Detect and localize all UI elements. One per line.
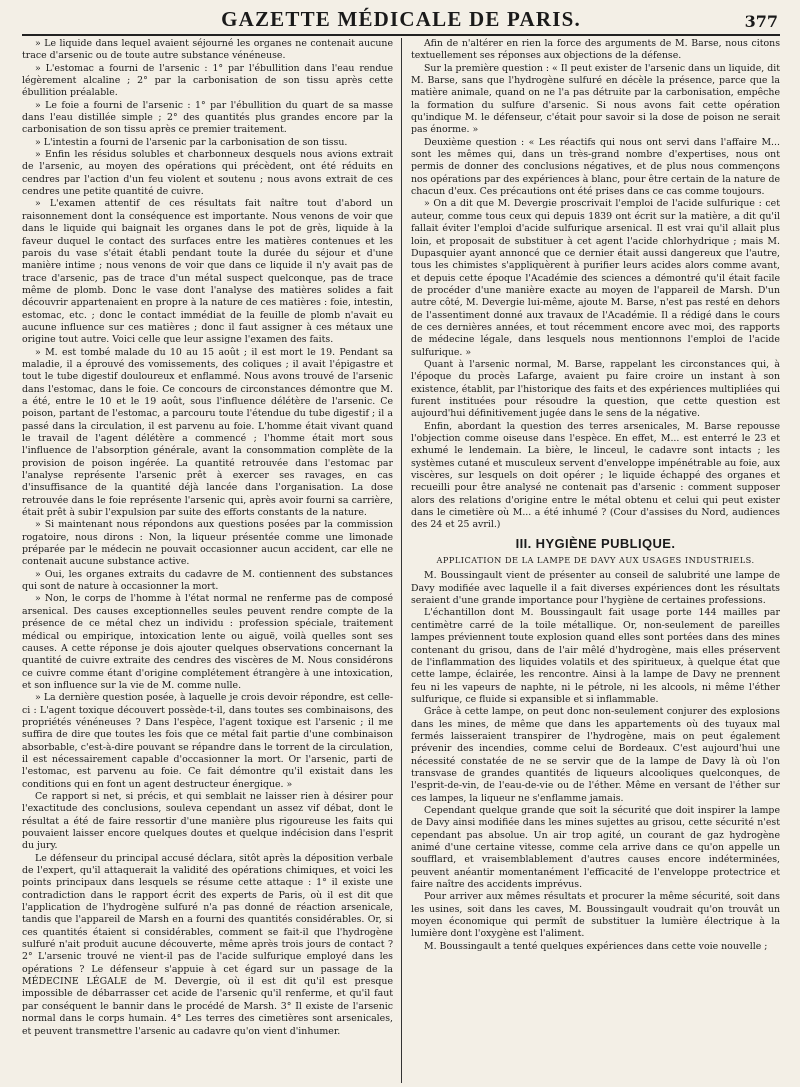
section-title: III. HYGIÈNE PUBLIQUE. [515,535,676,551]
paragraph: » L'examen attentif de ces résultats fait naître tout d'abord un raisonnement dont la conséquence est importante. Nous venons de voir que dans le liquide qui baignait les organes dans le pot de grès, liquide à la faveur duquel le contact des surfaces entre les matières contenues et les parois du vase s'était établi pendant toute la durée du séjour et d'une manière intime ; nous venons de voir que dans ce liquide il n'y avait pas de trace d'arsenic, pas de trace d'un métal suspect quelconque, pas de trace même de plomb. Donc le vase dont l'analyse des matières solides a fait découvrir appartenaient en propre à la nature de ces matières : foie, intestin, estomac, etc. ; donc le contact immédiat de la feuille de plomb n'avait eu aucune influence sur ces matières ; donc il faut assigner à ces métaux une origine tout autre. Voici celle que leur assigne l'examen des faits. [22,198,393,346]
paragraph: Pour arriver aux mêmes résultats et procurer la même sécurité, soit dans les usines, soit dans les caves, M. Boussingault voudrait qu'on trouvât un moyen économique qui permît de substituer la lumière électrique à la lumière dont l'oxygène est l'aliment. [411,891,780,940]
paragraph: Quant à l'arsenic normal, M. Barse, rappelant les circonstances qui, à l'époque du procès Lafarge, avaient pu faire croire un instant à son existence, établit, par l'historique des faits et des expériences multipliées qui furent instituées pour résoudre la question, que cette question est aujourd'hui définitivement jugée dans le sens de la négative. [411,358,780,420]
paragraph: Cependant quelque grande que soit la sécurité que doit inspirer la lampe de Davy ainsi modifiée dans les mines sujettes au grisou, cette sécurité n'est cependant pas absolue. Un air trop agité, un courant de gaz hydrogène animé d'une certaine vitesse, comme cela arrive dans ce qu'on appelle un soufflard, et vraisemblablement d'autres causes encore indéterminées, peuvent anéantir momentanément l'efficacité de l'enveloppe protectrice et faire naître des accidents imprévus. [411,804,780,891]
paragraph: » On a dit que M. Devergie proscrivait l'emploi de l'acide sulfurique : cet auteur, comme tous ceux qui depuis 1839 ont écrit sur la matière, a dit qu'il fallait éviter l'emploi d'acide sulfurique arsenical. Il est vrai qu'il allait plus loin, et proposait de substituer à cet agent l'acide chlorhydrique ; mais M. Dupasquier ayant annoncé que ce dernier était aussi dangereux que l'autre, tous les chimistes s'appliquèrent à purifier leurs acides alors comme avant, et depuis cette époque l'Académie des sciences a démontré qu'il était facile de procéder d'une manière exacte au moyen de l'appareil de Marsh. D'un autre côté, M. Devergie lui-même, ajoute M. Barse, n'est pas resté en dehors de l'assentiment donné aux travaux de l'Académie. Il a rédigé dans le cours de ces dernières années, et tout récemment encore avec moi, des rapports de médecine légale, dans lesquels nous mentionnons l'emploi de l'acide sulfurique. » [411,198,780,358]
page-header [22,6,780,36]
paragraph: » L'intestin a fourni de l'arsenic par la carbonisation de son tissu. [35,136,348,148]
paragraph: » Si maintenant nous répondons aux questions posées par la commission rogatoire, nous dirons : Non, la liqueur présentée comme une limonade préparée par le médecin ne pouvait occasionner aucun accident, car elle ne contenait aucune substance active. [22,519,393,568]
paragraph: » Oui, les organes extraits du cadavre de M. contiennent des substances qui sont de nature à occasionner la mort. [22,568,393,593]
page-number: 377 [744,12,778,31]
journal-title: GAZETTE MÉDICALE DE PARIS. [221,7,581,31]
right-column-upper [411,38,780,532]
paragraph: » La dernière question posée, à laquelle je crois devoir répondre, est celle-ci : L'agent toxique découvert possède-t-il, dans toutes ses combinaisons, des propriétés vénéneuses ? Dans l'espèce, l'agent toxique est l'arsenic ; il me suffira de dire que toutes les fois que ce métal fait partie d'une combinaison absorbable, c'est-à-dire pouvant se répandre dans le torrent de la circulation, il est nécessairement capable d'occasionner la mort. Or l'arsenic, parti de l'estomac, est parvenu au foie. Ce fait démontre qu'il existait dans les conditions qui en font un agent destructeur énergique. » [22,692,393,790]
paragraph: » Le foie a fourni de l'arsenic : 1° par l'ébullition du quart de sa masse dans l'eau distillée simple ; 2° des quantités plus grandes encore par la carbonisation de son tissu après ce premier traitement. [22,99,393,136]
paragraph: Enfin, abordant la question des terres arsenicales, M. Barse repousse l'objection comme oiseuse dans l'espèce. En effet, M... est enterré le 23 et exhumé le lendemain. La bière, le linceul, le cadavre sont intacts ; les systèmes cutané et musculeux servent d'enveloppe impénétrable au foie, aux viscères, sur lesquels on doit opérer ; le liquide échappé des organes et recueilli pour être analysé ne contenait pas d'arsenic : comment supposer alors des relations d'origine entre le métal obtenu et celui qui peut exister dans le cimetière où M... a été inhumé ? (Cour d'assises du Nord, audiences des 24 et 25 avril.) [411,420,780,531]
paragraph: » L'estomac a fourni de l'arsenic : 1° par l'ébullition dans l'eau rendue légèrement alcaline ; 2° par la carbonisation de son tissu après cette ébullition préalable. [22,62,393,99]
paragraph: Deuxième question : « Les réactifs qui nous ont servi dans l'affaire M... sont les mêmes qui, dans un très-grand nombre d'expertises, nous ont permis de donner des conclusions négatives, et de plus nous commençons nos opérations par des expériences à blanc, pour être certain de la nature de chacun d'eux. Ces précautions ont été prises dans ce cas comme toujours. [411,136,780,198]
paragraph: Afin de n'altérer en rien la force des arguments de M. Barse, nous citons textuellement ses réponses aux objections de la défense. [411,38,780,62]
paragraph: » M. est tombé malade du 10 au 15 août ; il est mort le 19. Pendant sa maladie, il a éprouvé des vomissements, des coliques ; il avait l'épigastre et tout le tube digestif douloureux et enflammé. Nous avons trouvé de l'arsenic dans l'estomac, dans le foie. Ce concours de circonstances démontre que M. a été, entre le 10 et le 19 août, sous l'influence délétère de l'arsenic. Ce poison, partant de l'estomac, a parcouru toute l'étendue du tube digestif ; il a passé dans la circulation, il est parvenu au foie. L'homme était vivant quand le travail de l'agent délétère a commencé ; l'homme était mort sous l'influence de l'absorption générale, avant la consommation complète de la provision de poison ingérée. La quantité retrouvée dans l'estomac par l'analyse représente l'arsenic prêt à exercer ses ravages, en cas d'insuffisance de la quantité déjà lancée dans l'organisation. La dose retrouvée dans le foie représente l'arsenic qui, après avoir fourni sa carrière, était prêt à subir l'expulsion par suite des efforts constants de la nature. [22,346,393,519]
paragraph: Grâce à cette lampe, on peut donc non-seulement conjurer des explosions dans les mines, de même que dans les appartements où des tuyaux mal fermés laisseraient transpirer de l'hydrogène, mais on peut également prévenir des incendies, comme celui de Bordeaux. C'est aujourd'hui une nécessité constatée de ne se servir que de la lampe de Davy là où l'on transvase de grandes quantités de liqueurs alcooliques quelconques, de l'esprit-de-vin, de l'eau-de-vie ou de l'éther. Même en versant de l'éther sur ces lampes, la liqueur ne s'enflamme jamais. [411,706,780,804]
paragraph: Ce rapport si net, si précis, et qui semblait ne laisser rien à désirer pour l'exactitude des conclusions, souleva cependant un assez vif débat, dont le résultat a été de faire ressortir d'une manière plus rigoureuse les faits qui pouvaient laisser encore quelques doutes et quelque indécision dans l'esprit du jury. [22,790,393,852]
paragraph: M. Boussingault vient de présenter au conseil de salubrité une lampe de Davy modifiée avec laquelle il a fait diverses expériences dont les résultats seraient d'une grande importance pour l'hygiène de certaines professions. [411,570,780,607]
paragraph: M. Boussingault a tenté quelques expériences dans cette voie nouvelle ; [424,940,768,952]
paragraph: » Le liquide dans lequel avaient séjourné les organes ne contenait aucune trace d'arsenic ou de toute autre substance vénéneuse. [22,38,393,62]
right-column [402,38,780,1083]
columns [22,38,780,1083]
paragraph: » Enfin les résidus solubles et charbonneux desquels nous avions extrait de l'arsenic, au moyen des opérations qui précèdent, ont été réduits en cendres par l'action d'un feu violent et soutenu ; nous avons extrait de ces cendres une petite quantité de cuivre. [22,149,393,198]
paragraph: Le défenseur du principal accusé déclara, sitôt après la déposition verbale de l'expert, qu'il attaquerait la validité des opérations chimiques, et voici les points principaux dans lesquels se résume cette attaque : 1° il existe une contradiction dans le rapport écrit des experts de Paris, où il est dit que l'application de l'hydrogène sulfuré n'a pas donné de réaction arsenicale, tandis que l'appareil de Marsh en a fourni des quantités considérables. Or, si ces quantités étaient si considérables, comment se fait-il que l'hydrogène sulfuré n'ait produit aucune découverte, même après trois jours de contact ? 2° L'arsenic trouvé ne vient-il pas de l'acide sulfurique employé dans les opérations ? Le défenseur s'appuie à cet égard sur un passage de la MÉDECINE LÉGALE de M. Devergie, où il est dit qu'il est presque impossible de débarrasser cet acide de l'arsenic qu'il renferme, et qu'il faut par conséquent le bannir dans le procédé de Marsh. 3° Il existe de l'arsenic normal dans le corps humain. 4° Les terres des cimetières sont arsenicales, et peuvent transmettre l'arsenic au cadavre qu'on vient d'inhumer. [22,852,393,1037]
paragraph: Sur la première question : « Il peut exister de l'arsenic dans un liquide, dit M. Barse, sans que l'hydrogène sulfuré en décèle la présence, parce que la matière animale, quand on ne l'a pas détruite par la carbonisation, empêche la formation du sulfure d'arsenic. Si nous avons fait cette opération qu'indique M. le défenseur, c'était pour savoir si la dose de poison ne serait pas énorme. » [411,62,780,136]
section-subtitle: APPLICATION DE LA LAMPE DE DAVY AUX USAGES INDUSTRIELS. [436,555,755,566]
paragraph: » Non, le corps de l'homme à l'état normal ne renferme pas de composé arsenical. Des causes exceptionnelles seules peuvent rendre compte de la présence de ce métal chez un individu : profession spéciale, traitement médical ou empirique, intoxication lente ou aiguë, voilà quelles sont ses causes. A cette réponse je dois ajouter quelques observations concernant la quantité de cuivre extraite des cendres des viscères de M. Nous considérons ce cuivre comme étant d'origine complétement étrangère à une intoxication, et son influence sur la vie de M. comme nulle. [22,593,393,691]
paragraph: L'échantillon dont M. Boussingault fait usage porte 144 mailles par centimètre carré de la toile métallique. Or, non-seulement de pareilles lampes préviennent toute explosion quand elles sont portées dans des mines contenant du grisou, dans de l'air mêlé d'hydrogène, mais elles préservent de l'inflammation des liquides volatils et des spiritueux, à quelque état que cette lampe, éclairée, les rencontre. Ainsi à la lampe de Davy ne prennent feu ni les vapeurs de naphte, ni le pétrole, ni les alcools, ni même l'éther sulfurique, ce fluide si expansible et si inflammable. [411,607,780,705]
right-column-lower [411,570,780,953]
left-column [22,38,402,1083]
